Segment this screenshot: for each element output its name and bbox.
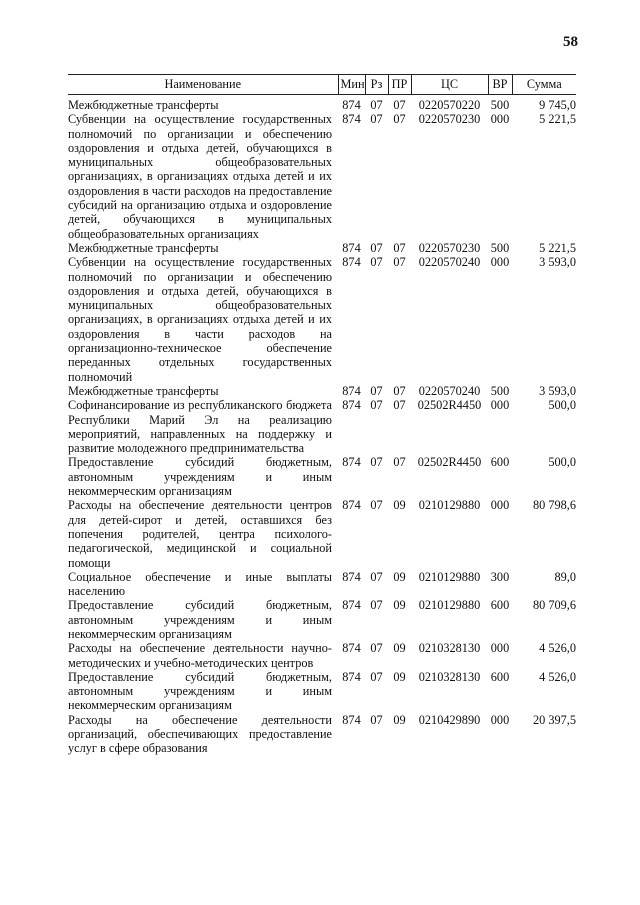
row-name: Расходы на обеспечение деятельности организаций, обеспечивающих предоставление услуг в сфере образования <box>68 712 332 756</box>
row-name: Предоставление субсидий бюджетным, автономным учреждениям и иным некоммерческим организациям <box>68 455 332 499</box>
row-vr: 500 <box>490 240 510 255</box>
row-pr: 09 <box>393 569 406 584</box>
row-min: 874 <box>342 641 361 656</box>
row-min: 874 <box>342 255 361 270</box>
row-name: Межбюджетные трансферты <box>68 240 219 255</box>
header-row <box>68 75 576 95</box>
row-rz: 07 <box>370 398 383 413</box>
row-cs: 0210129880 <box>418 498 481 513</box>
table-row <box>68 384 576 398</box>
row-sum: 5 221,5 <box>539 112 576 127</box>
row-pr: 09 <box>393 498 406 513</box>
table-row <box>68 570 576 599</box>
row-rz: 07 <box>370 498 383 513</box>
row-min: 874 <box>342 112 361 127</box>
table-row <box>68 95 576 113</box>
row-vr: 300 <box>490 569 510 584</box>
table-row <box>68 255 576 384</box>
row-cs: 0210129880 <box>418 569 481 584</box>
table-row <box>68 598 576 641</box>
row-cs: 0210429890 <box>418 712 481 727</box>
row-rz: 07 <box>370 112 383 127</box>
row-sum: 4 526,0 <box>539 669 576 684</box>
row-vr: 000 <box>490 641 510 656</box>
row-min: 874 <box>342 569 361 584</box>
row-cs: 0220570230 <box>418 240 481 255</box>
row-name: Софинансирование из республиканского бюджета Республики Марий Эл на реализацию мероприятий, направленных на поддержку и развитие молодежного предпринимательства <box>68 398 332 456</box>
header-pr: ПР <box>388 75 411 95</box>
row-pr: 07 <box>393 98 406 112</box>
row-name: Предоставление субсидий бюджетным, автономным учреждениям и иным некоммерческим организациям <box>68 598 332 641</box>
row-pr: 09 <box>393 669 406 684</box>
header-cs: ЦС <box>411 75 488 95</box>
row-rz: 07 <box>370 669 383 684</box>
row-name: Субвенции на осуществление государственных полномочий по организации и обеспечению оздоровления и отдыха детей, обучающихся в муниципальных общеобразовательных организациях, в организациях отдыха детей и их оздоровления в части расходов на организационно-техническое обеспечение переданных отдельных государственных полномочий <box>68 255 332 384</box>
table-row <box>68 455 576 498</box>
row-sum: 9 745,0 <box>539 98 576 112</box>
row-min: 874 <box>342 712 361 727</box>
row-min: 874 <box>342 98 361 112</box>
row-cs: 0220570220 <box>418 98 481 112</box>
row-vr: 500 <box>490 98 510 112</box>
row-min: 874 <box>342 240 361 255</box>
row-pr: 09 <box>393 712 406 727</box>
row-vr: 000 <box>490 712 510 727</box>
table-row <box>68 641 576 670</box>
row-sum: 80 709,6 <box>532 598 576 613</box>
row-min: 874 <box>342 598 361 613</box>
table-body <box>68 95 576 756</box>
table-row <box>68 670 576 713</box>
row-min: 874 <box>342 383 361 398</box>
row-rz: 07 <box>370 383 383 398</box>
row-name: Расходы на обеспечение деятельности центров для детей-сирот и детей, оставшихся без попечения родителей, центра психолого-педагогической, медицинской и социальной помощи <box>68 498 332 570</box>
row-sum: 80 798,6 <box>532 498 576 513</box>
row-min: 874 <box>342 398 361 413</box>
row-vr: 000 <box>490 255 510 270</box>
row-pr: 07 <box>393 112 406 127</box>
row-name: Социальное обеспечение и иные выплаты населению <box>68 569 332 599</box>
header-sum: Сумма <box>512 75 576 95</box>
row-vr: 000 <box>490 398 510 413</box>
row-vr: 000 <box>490 498 510 513</box>
row-vr: 600 <box>490 455 510 470</box>
table-row <box>68 713 576 756</box>
table-row <box>68 112 576 241</box>
row-rz: 07 <box>370 641 383 656</box>
header-name: Наименование <box>68 75 338 95</box>
row-name: Межбюджетные трансферты <box>68 98 219 112</box>
row-pr: 07 <box>393 255 406 270</box>
row-cs: 0210328130 <box>418 641 481 656</box>
row-vr: 000 <box>490 112 510 127</box>
row-vr: 600 <box>490 598 510 613</box>
row-rz: 07 <box>370 255 383 270</box>
row-sum: 20 397,5 <box>532 712 576 727</box>
header-min: Мин <box>338 75 365 95</box>
row-cs: 0210129880 <box>418 598 481 613</box>
row-sum: 4 526,0 <box>539 641 576 656</box>
row-rz: 07 <box>370 98 383 112</box>
row-cs: 0210328130 <box>418 669 481 684</box>
row-cs: 0220570240 <box>418 255 481 270</box>
row-pr: 07 <box>393 383 406 398</box>
row-sum: 3 593,0 <box>539 383 576 398</box>
row-cs: 02502R4450 <box>417 398 482 413</box>
row-pr: 09 <box>393 598 406 613</box>
row-pr: 07 <box>393 240 406 255</box>
row-vr: 600 <box>490 669 510 684</box>
row-cs: 02502R4450 <box>417 455 482 470</box>
row-sum: 3 593,0 <box>539 255 576 270</box>
row-rz: 07 <box>370 598 383 613</box>
table-header <box>68 75 576 95</box>
row-min: 874 <box>342 455 361 470</box>
row-rz: 07 <box>370 455 383 470</box>
row-min: 874 <box>342 498 361 513</box>
row-vr: 500 <box>490 383 510 398</box>
row-cs: 0220570240 <box>418 383 481 398</box>
row-rz: 07 <box>370 712 383 727</box>
page-number: 58 <box>563 34 578 50</box>
row-sum: 500,0 <box>548 455 576 470</box>
table-row <box>68 498 576 569</box>
row-name: Межбюджетные трансферты <box>68 383 219 398</box>
header-rz: Рз <box>365 75 388 95</box>
row-name: Предоставление субсидий бюджетным, автономным учреждениям и иным некоммерческим организациям <box>68 669 332 713</box>
row-rz: 07 <box>370 569 383 584</box>
row-name: Субвенции на осуществление государственных полномочий по организации и обеспечению оздоровления и отдыха детей, обучающихся в муниципальных общеобразовательных организациях, в организациях отдыха детей и их оздоровления в части расходов на предоставление субсидий на организацию отдыха и оздоровление детей, обучающихся в муниципальных общеобразовательных организациях <box>68 112 332 241</box>
budget-table <box>68 74 576 756</box>
row-pr: 09 <box>393 641 406 656</box>
row-sum: 89,0 <box>554 569 576 584</box>
table-row <box>68 241 576 255</box>
header-vr: ВР <box>488 75 512 95</box>
row-min: 874 <box>342 669 361 684</box>
row-pr: 07 <box>393 455 406 470</box>
row-sum: 500,0 <box>548 398 576 413</box>
row-cs: 0220570230 <box>418 112 481 127</box>
table-row <box>68 398 576 455</box>
row-pr: 07 <box>393 398 406 413</box>
row-rz: 07 <box>370 240 383 255</box>
row-name: Расходы на обеспечение деятельности научно-методических и учебно-методических центров <box>68 641 332 670</box>
row-sum: 5 221,5 <box>539 240 576 255</box>
